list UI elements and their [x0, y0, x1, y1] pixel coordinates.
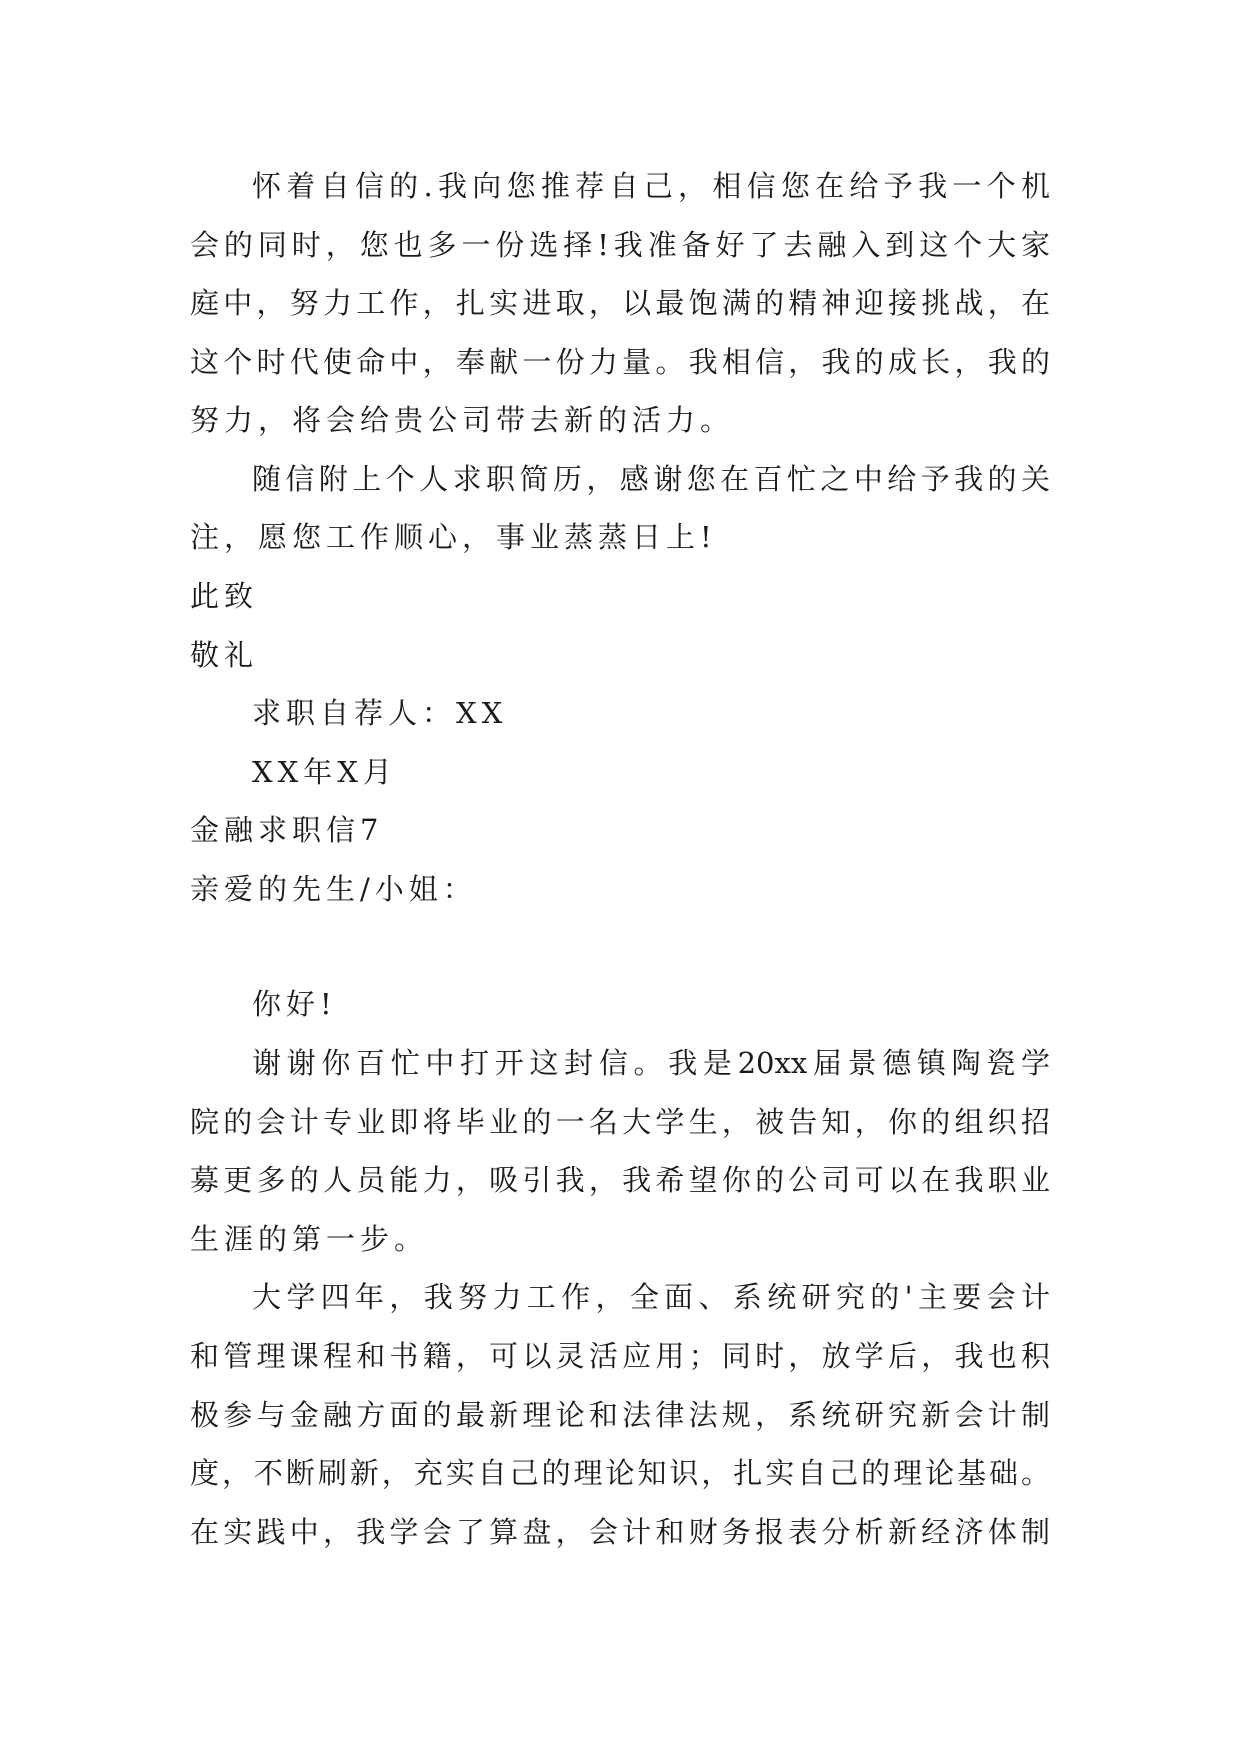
greeting: 亲爱的先生/小姐：	[190, 872, 477, 906]
signature-date: XX年X月	[252, 755, 397, 789]
paragraph-line: 谢谢你百忙中打开这封信。我是20xx届景德镇陶瓷学	[252, 1046, 1050, 1080]
paragraph-line: 极参与金融方面的最新理论和法律法规，系统研究新会计制	[190, 1398, 1050, 1432]
paragraph-line: 度，不断刷新，充实自己的理论知识，扎实自己的理论基础。	[190, 1456, 1050, 1490]
paragraph-line: 生涯的第一步。	[190, 1222, 429, 1256]
paragraph-line: 在实践中，我学会了算盘，会计和财务报表分析新经济体制	[190, 1515, 1050, 1549]
paragraph-line: 会的同时，您也多一份选择!我准备好了去融入到这个大家	[190, 228, 1050, 262]
paragraph-line: 注，愿您工作顺心，事业蒸蒸日上!	[190, 520, 717, 554]
closing-salutation: 此致	[190, 579, 259, 613]
paragraph-line: 随信附上个人求职简历，感谢您在百忙之中给予我的关	[252, 462, 1050, 496]
paragraph-line: 院的会计专业即将毕业的一名大学生，被告知，你的组织招	[190, 1105, 1050, 1139]
signature-name: 求职自荐人：XX	[252, 696, 508, 730]
section-title: 金融求职信7	[190, 813, 384, 847]
paragraph-line: 怀着自信的.我向您推荐自己，相信您在给予我一个机	[252, 169, 1050, 203]
paragraph-line: 这个时代使命中，奉献一份力量。我相信，我的成长，我的	[190, 345, 1050, 379]
paragraph-line: 大学四年，我努力工作，全面、系统研究的'主要会计	[252, 1280, 1050, 1314]
paragraph-line: 和管理课程和书籍，可以灵活应用；同时，放学后，我也积	[190, 1339, 1050, 1373]
paragraph-line: 庭中，努力工作，扎实进取，以最饱满的精神迎接挑战，在	[190, 286, 1050, 320]
closing-regards: 敬礼	[190, 638, 259, 672]
greeting-hello: 你好!	[252, 987, 337, 1021]
paragraph-line: 努力，将会给贵公司带去新的活力。	[190, 403, 735, 437]
paragraph-line: 募更多的人员能力，吸引我，我希望你的公司可以在我职业	[190, 1163, 1050, 1197]
